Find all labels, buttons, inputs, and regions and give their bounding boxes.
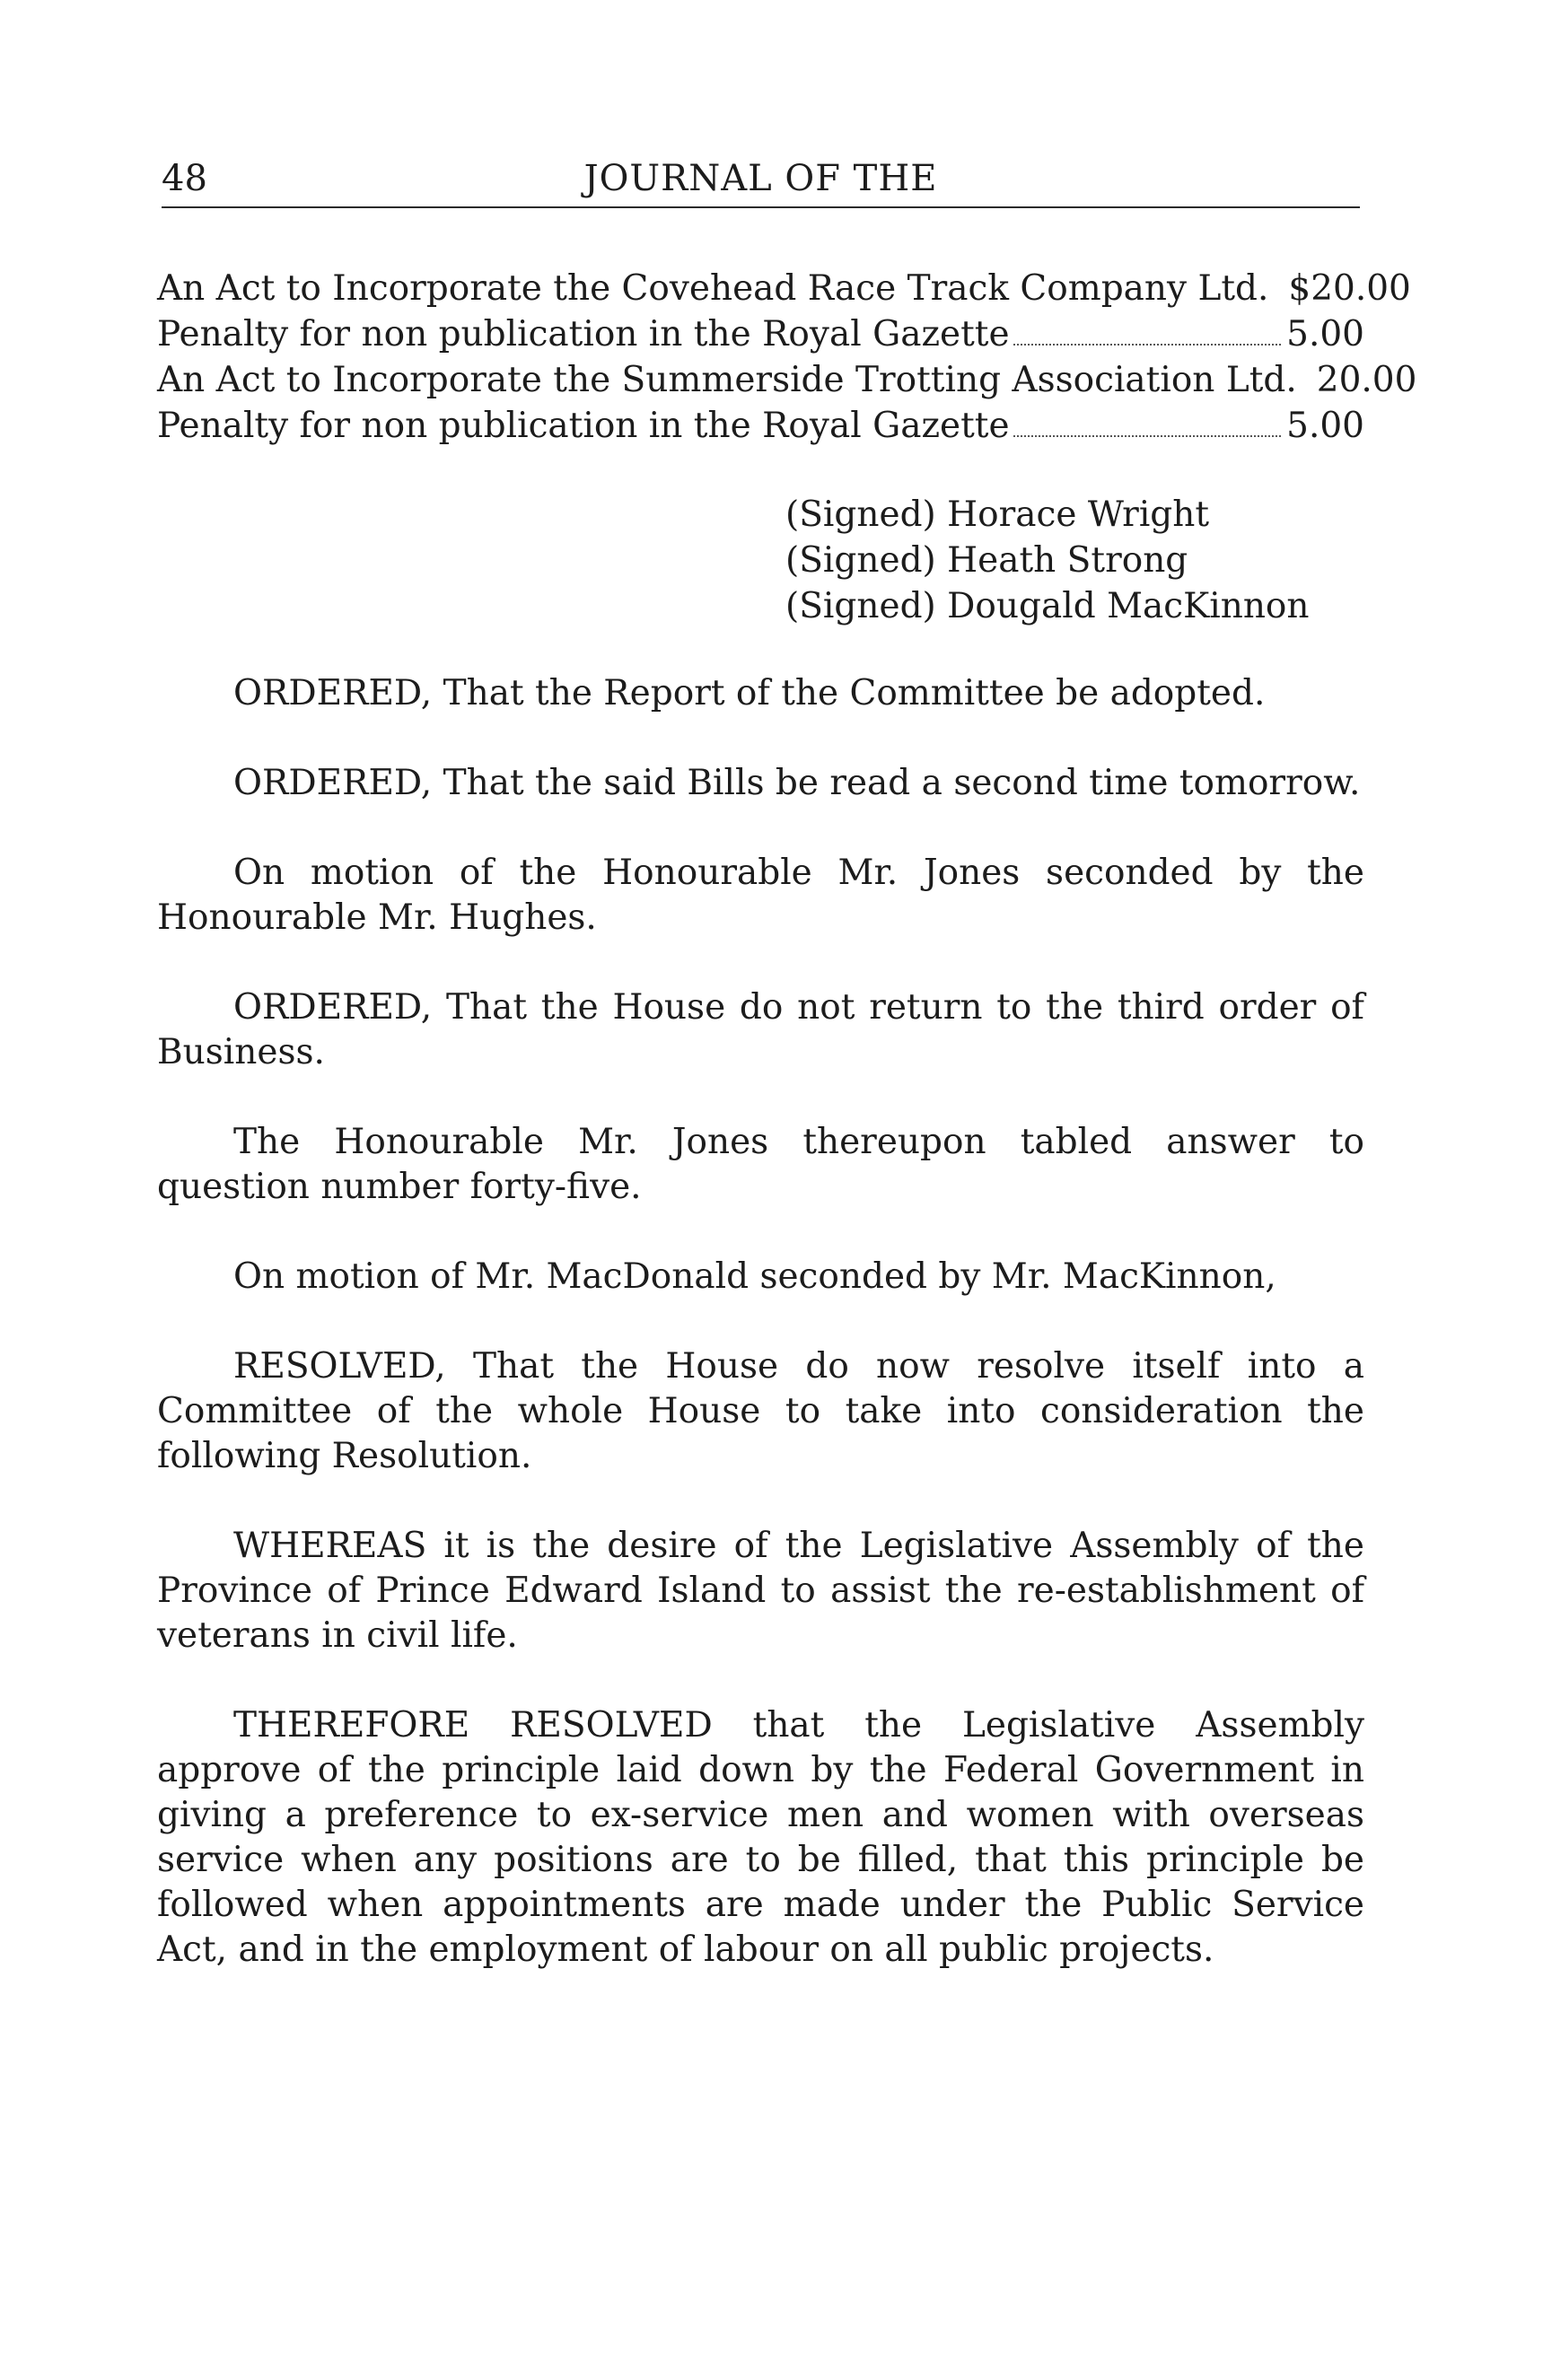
paragraph-motion-jones: On motion of the Honourable Mr. Jones seconded by the Honourable Mr. Hughes. bbox=[157, 853, 1364, 938]
fee-row bbox=[157, 357, 1417, 403]
fee-amount: $20.00 bbox=[1288, 268, 1411, 309]
fee-amount: 20.00 bbox=[1316, 360, 1417, 400]
page-header bbox=[162, 151, 1360, 208]
fee-amount: 5.00 bbox=[1286, 314, 1364, 354]
paragraph-third-order: ORDERED, That the House do not return to the third order of Business. bbox=[157, 987, 1364, 1072]
proceedings-text bbox=[157, 671, 1364, 2017]
dot-leader bbox=[1013, 344, 1282, 346]
signature-line: (Signed) Heath Strong bbox=[785, 540, 1188, 581]
paragraph-second-reading: ORDERED, That the said Bills be read a second time tomorrow. bbox=[233, 763, 1361, 803]
signature-line: (Signed) Dougald MacKinnon bbox=[785, 586, 1310, 626]
running-title: JOURNAL OF THE bbox=[583, 158, 938, 199]
fee-description: An Act to Incorporate the Summerside Trotting Association Ltd. bbox=[157, 360, 1297, 400]
paragraph-whereas: WHEREAS it is the desire of the Legislative Assembly of the Province of Prince Edward Island to assist the re-establishment of veterans in civil life. bbox=[157, 1526, 1364, 1656]
dot-leader bbox=[1013, 435, 1282, 437]
signature-block bbox=[785, 492, 1310, 629]
fee-description: Penalty for non publication in the Royal Gazette bbox=[157, 314, 1010, 354]
fee-row bbox=[157, 266, 1411, 311]
paragraph-therefore-resolved: THEREFORE RESOLVED that the Legislative Assembly approve of the principle laid down by the Federal Government in giving a preference to ex-service men and women with overseas service when any positions are to be filled, that this principle be followed when appointments are made under the Public Service Act, and in the employment of labour on all public projects. bbox=[157, 1705, 1364, 1970]
fee-row bbox=[157, 311, 1364, 357]
fee-list bbox=[157, 266, 1417, 449]
fee-description: An Act to Incorporate the Covehead Race Track Company Ltd. bbox=[157, 268, 1269, 309]
paragraph-report-adopted: ORDERED, That the Report of the Committee be adopted. bbox=[233, 673, 1266, 713]
fee-row bbox=[157, 403, 1364, 449]
page-number: 48 bbox=[162, 158, 207, 199]
fee-amount: 5.00 bbox=[1286, 406, 1364, 446]
paragraph-motion-macdonald: On motion of Mr. MacDonald seconded by Mr. MacKinnon, bbox=[233, 1256, 1276, 1297]
fee-description: Penalty for non publication in the Royal Gazette bbox=[157, 406, 1010, 446]
paragraph-tabled-answer: The Honourable Mr. Jones thereupon tabled answer to question number forty-five. bbox=[157, 1122, 1364, 1207]
paragraph-resolved: RESOLVED, That the House do now resolve itself into a Committee of the whole House to take into consideration the following Resolution. bbox=[157, 1346, 1364, 1476]
signature-line: (Signed) Horace Wright bbox=[785, 494, 1210, 535]
